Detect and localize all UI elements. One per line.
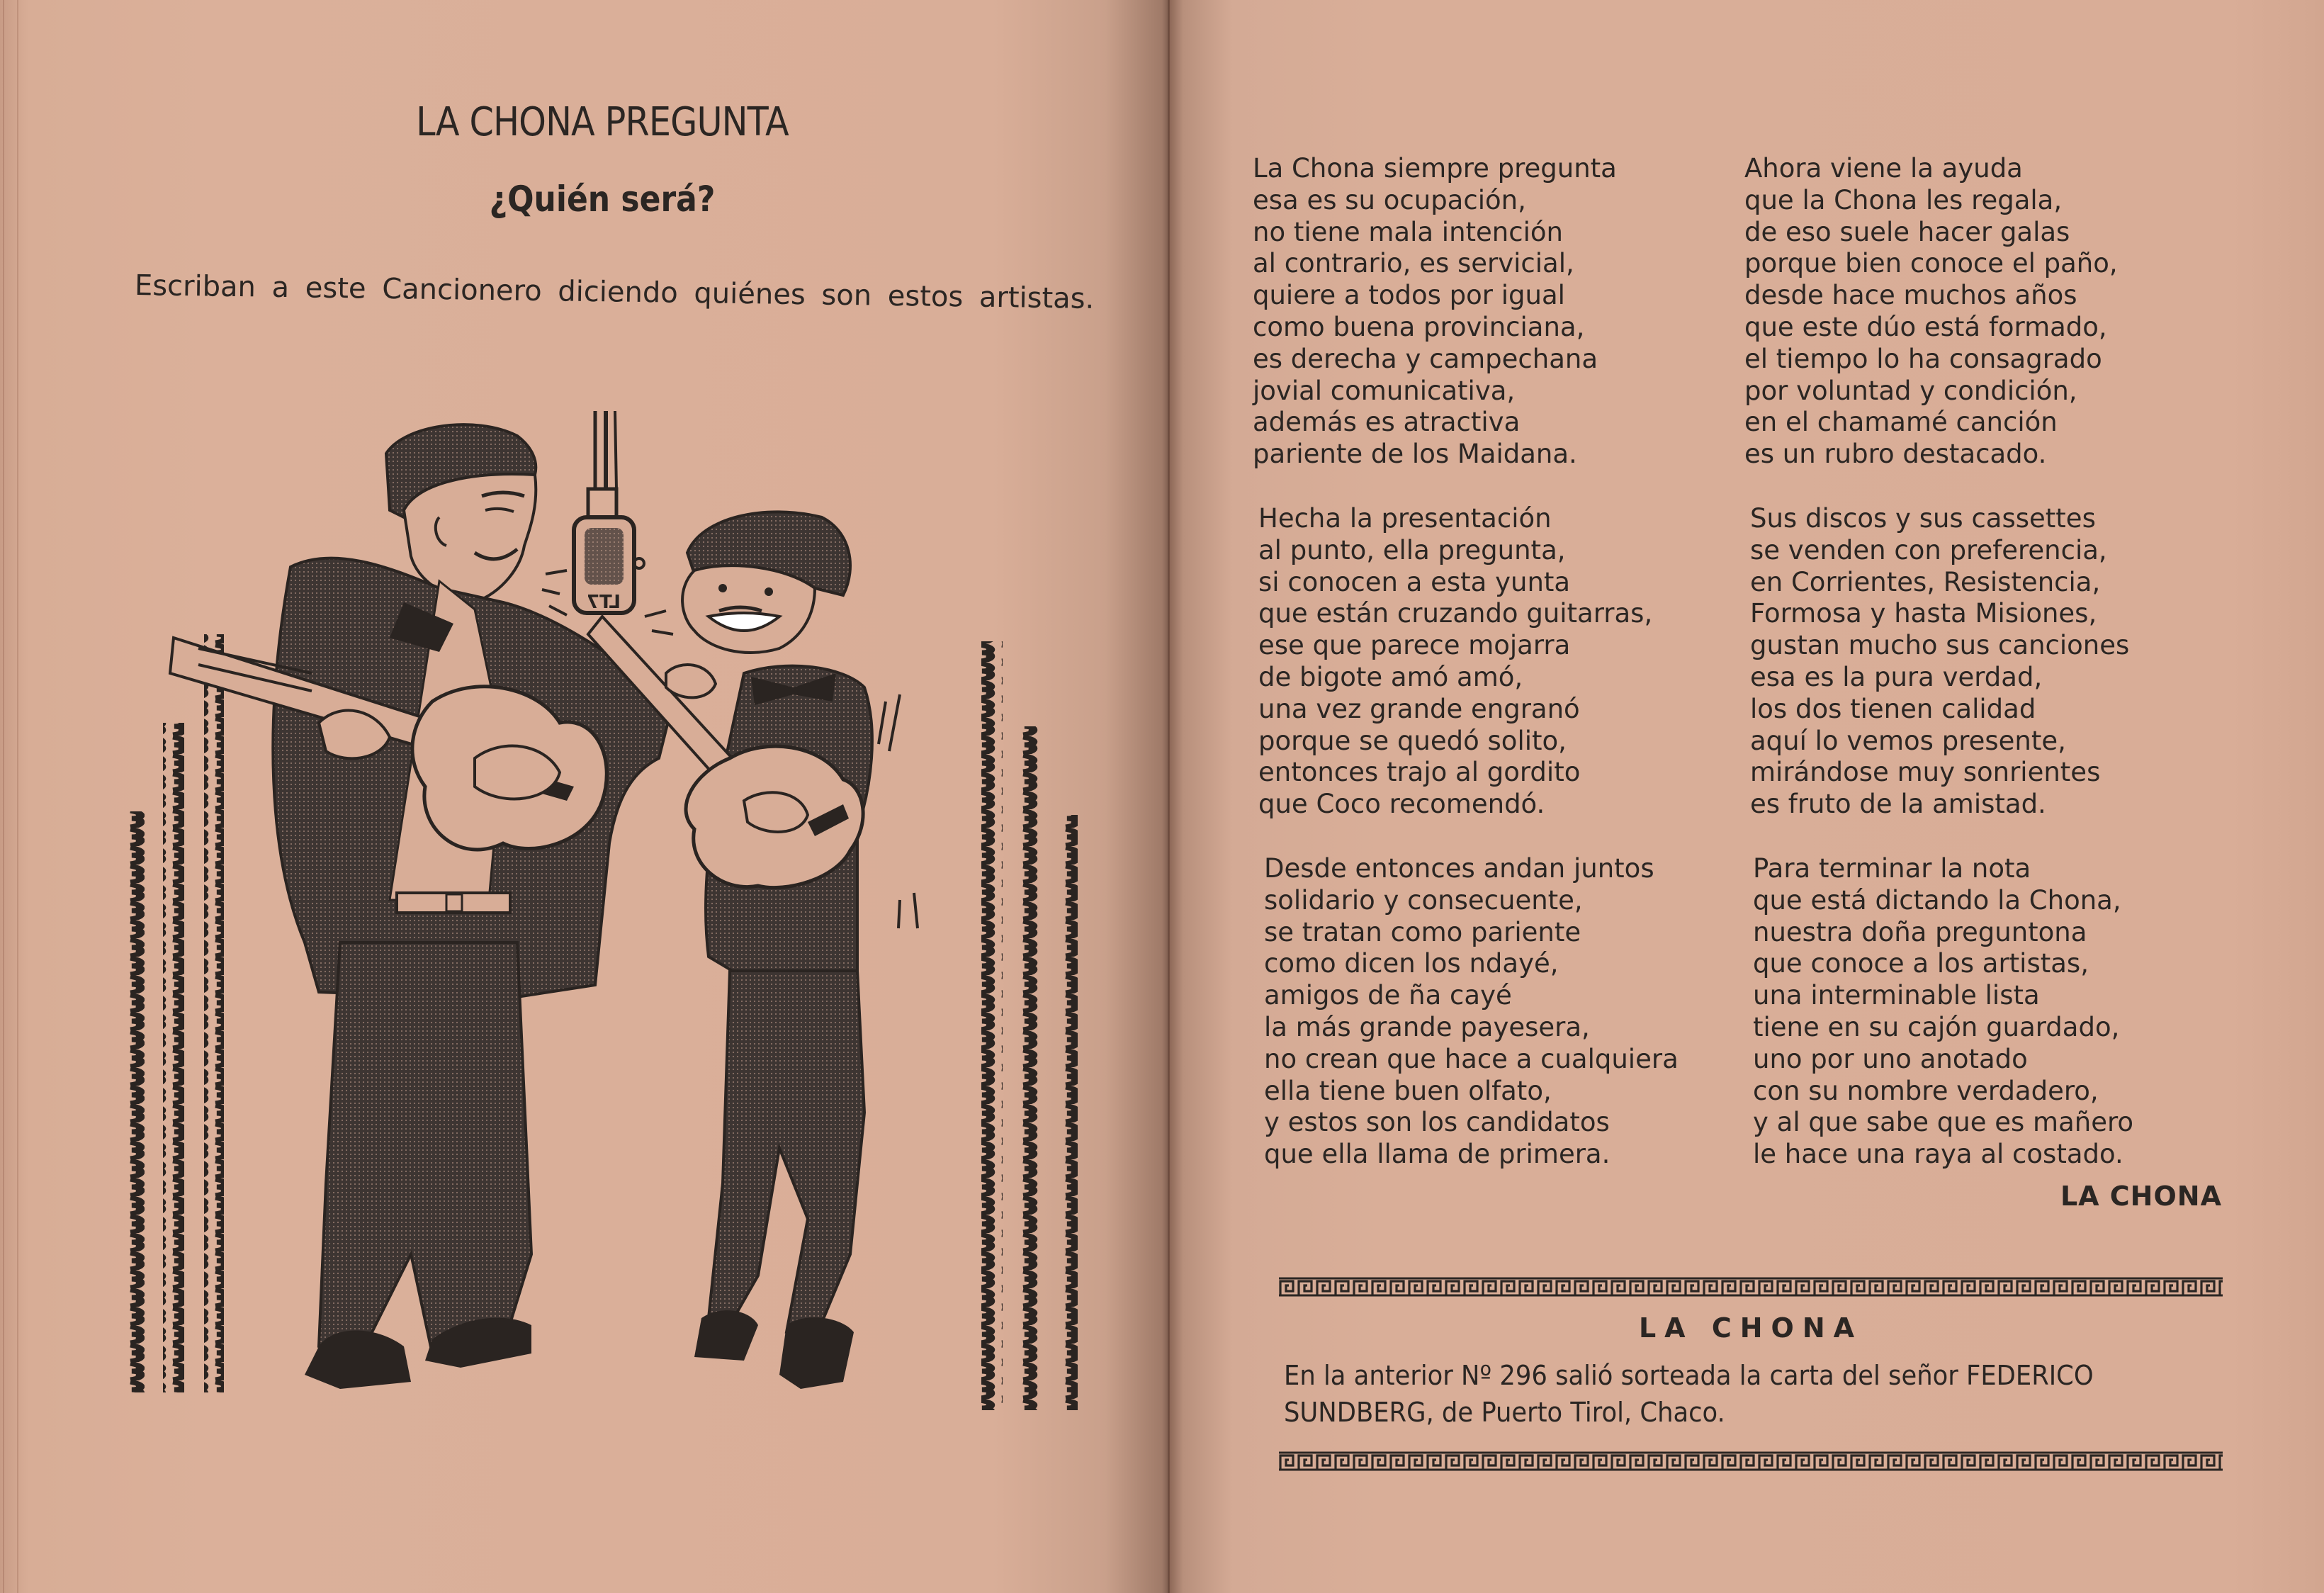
braid-column <box>126 811 145 1392</box>
poem-line: y estos son los candidatos <box>1264 1107 1610 1138</box>
poem-line: Desde entonces andan juntos <box>1264 852 1654 884</box>
poem-line: al punto, ella pregunta, <box>1258 534 1566 565</box>
poem-line: el tiempo lo ha consagrado <box>1744 343 2102 374</box>
poem-line: Para terminar la nota <box>1753 852 2031 884</box>
microphone-label: LT7 <box>586 592 621 613</box>
poem-line: porque se quedó solito, <box>1258 725 1567 756</box>
notice-heading: LA CHONA <box>1638 1312 1863 1344</box>
poem-line: quiere a todos por igual <box>1253 280 1565 311</box>
poem-line: se venden con preferencia, <box>1750 534 2107 565</box>
poem-line: esa es su ocupación, <box>1253 184 1526 215</box>
poem-line: en el chamamé canción <box>1744 407 2058 438</box>
poem-line: solidario y consecuente, <box>1264 884 1583 916</box>
poem-line: entonces trajo al gordito <box>1258 757 1581 788</box>
page-edge <box>3 0 18 1593</box>
poem-line: Ahora viene la ayuda <box>1744 153 2023 184</box>
notice-line: En la anterior Nº 296 salió sorteada la carta del señor FEDERICO <box>1284 1360 2094 1391</box>
poem-stanza <box>1744 153 2133 471</box>
poem-line: La Chona siempre pregunta <box>1253 153 1617 184</box>
poem-line: pariente de los Maidana. <box>1253 439 1577 470</box>
poem-signature: LA CHONA <box>2060 1181 2222 1212</box>
poem-stanza <box>1753 853 2133 1171</box>
poem-column-1 <box>1253 153 1679 1203</box>
microphone-icon <box>574 411 644 613</box>
poem-line: mirándose muy sonrientes <box>1750 757 2101 788</box>
poem-line: nuestra doña preguntona <box>1753 916 2087 947</box>
page-title: LA CHONA PREGUNTA <box>416 99 789 145</box>
poem-line: que este dúo está formado, <box>1744 311 2107 342</box>
braid-column <box>1059 815 1078 1410</box>
guitarists-drawing <box>106 404 1098 1424</box>
poem-line: tiene en su cajón guardado, <box>1753 1011 2120 1042</box>
poem-column-2 <box>1744 153 2133 1203</box>
poem-line: al contrario, es servicial, <box>1253 248 1574 279</box>
intro-instruction: Escriban a este Cancionero diciendo quiénes son estos artistas. <box>134 269 1095 315</box>
musician-right <box>588 512 918 1389</box>
poem-line: en Corrientes, Resistencia, <box>1750 566 2101 597</box>
poem-line: con su nombre verdadero, <box>1753 1075 2099 1106</box>
poem-line: una vez grande engranó <box>1258 693 1580 724</box>
braid-column <box>981 641 1003 1410</box>
poem-line: jovial comunicativa, <box>1253 375 1516 406</box>
poem-line: los dos tienen calidad <box>1750 693 2036 724</box>
poem-line: que ella llama de primera. <box>1264 1139 1611 1170</box>
duo-caricature-illustration <box>106 404 1098 1424</box>
braid-column <box>163 723 184 1392</box>
poem-line: de eso suele hacer galas <box>1744 216 2070 247</box>
poem-stanza <box>1264 853 1679 1171</box>
poem-stanza <box>1750 503 2133 821</box>
poem-line: como buena provinciana, <box>1253 311 1585 342</box>
braid-column <box>1020 726 1040 1410</box>
poem-line: uno por uno anotado <box>1753 1043 2028 1074</box>
poem-line: desde hace muchos años <box>1744 280 2077 311</box>
poem-line: gustan mucho sus canciones <box>1750 630 2130 661</box>
poem-stanza <box>1253 153 1679 471</box>
poem-line: que la Chona les regala, <box>1744 184 2063 215</box>
poem-line: además es atractiva <box>1253 407 1521 438</box>
poem-line: Hecha la presentación <box>1258 502 1552 534</box>
poem-line: ese que parece mojarra <box>1258 630 1571 661</box>
notice-text <box>1284 1357 2160 1431</box>
poem-line: que Coco recomendó. <box>1258 789 1545 820</box>
poem-line: porque bien conoce el paño, <box>1744 248 2118 279</box>
poem-line: la más grande payesera, <box>1264 1011 1590 1042</box>
poem-line: que conoce a los artistas, <box>1753 948 2089 979</box>
greek-key-border-bottom <box>1279 1451 2223 1471</box>
greek-key-border-icon <box>1279 1451 2223 1471</box>
poem-line: que están cruzando guitarras, <box>1258 598 1653 629</box>
poem-line: aquí lo vemos presente, <box>1750 725 2066 756</box>
book-spine <box>1168 0 1170 1593</box>
poem-line: y al que sabe que es mañero <box>1753 1107 2134 1138</box>
notice-line: SUNDBERG, de Puerto Tirol, Chaco. <box>1284 1397 1725 1428</box>
poem-line: no crean que hace a cualquiera <box>1264 1043 1679 1074</box>
poem-line: Formosa y hasta Misiones, <box>1750 598 2097 629</box>
greek-key-border-icon <box>1279 1277 2223 1297</box>
greek-key-border-top <box>1279 1277 2223 1297</box>
page-subtitle: ¿Quién será? <box>489 179 716 220</box>
poem-line: le hace una raya al costado. <box>1753 1139 2123 1170</box>
poem-line: amigos de ña cayé <box>1264 980 1512 1011</box>
braid-columns-right <box>981 641 1078 1410</box>
poem-line: es fruto de la amistad. <box>1750 789 2046 820</box>
poem-line: por voluntad y condición, <box>1744 375 2077 406</box>
poem-line: no tiene mala intención <box>1253 216 1563 247</box>
poem-line: es un rubro destacado. <box>1744 439 2047 470</box>
poem-line: de bigote amó amó, <box>1258 661 1523 692</box>
braid-column <box>204 634 224 1392</box>
poem-line: que está dictando la Chona, <box>1753 884 2121 916</box>
poem-line: es derecha y campechana <box>1253 343 1598 374</box>
poem-line: esa es la pura verdad, <box>1750 661 2043 692</box>
poem-line: una interminable lista <box>1753 980 2040 1011</box>
poem-line: como dicen los ndayé, <box>1264 948 1559 979</box>
poem-line: ella tiene buen olfato, <box>1264 1075 1552 1106</box>
poem-line: si conocen a esta yunta <box>1258 566 1571 597</box>
poem-line: Sus discos y sus cassettes <box>1750 502 2096 534</box>
poem-stanza <box>1258 503 1679 821</box>
poem-line: se tratan como pariente <box>1264 916 1581 947</box>
braid-columns-left <box>126 634 224 1392</box>
